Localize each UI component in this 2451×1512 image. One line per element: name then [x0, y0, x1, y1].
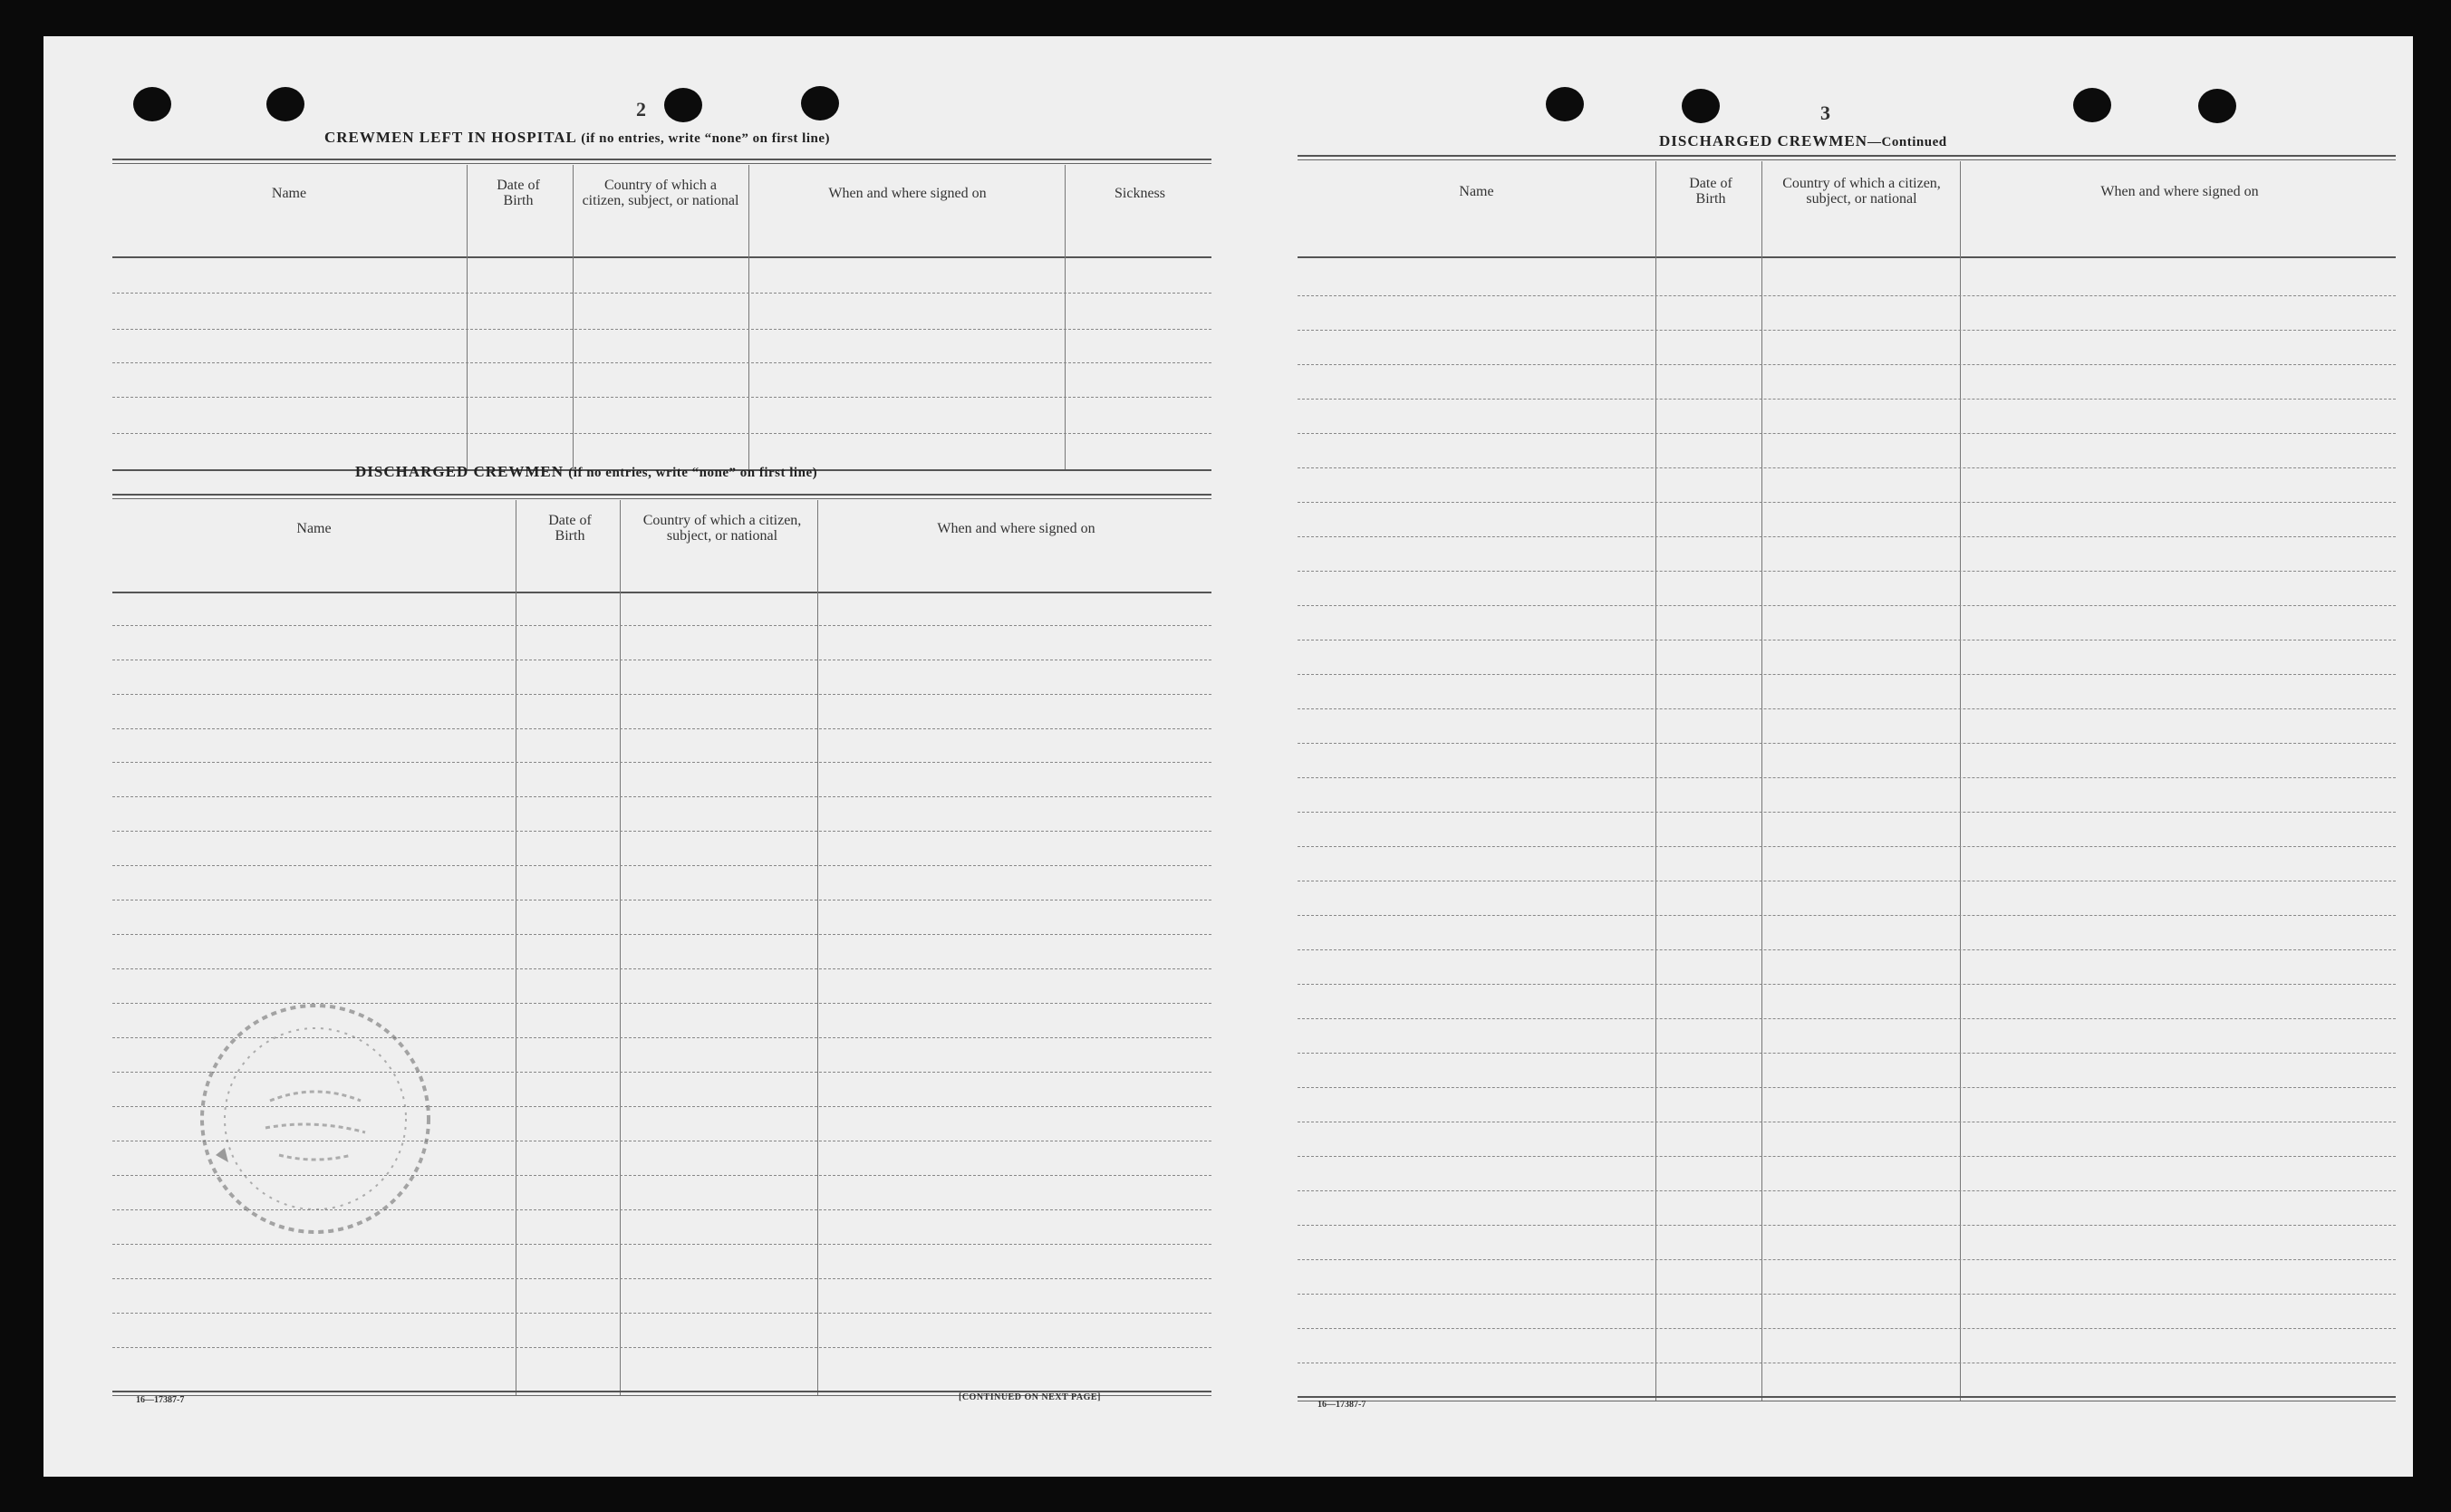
discharged-continued-title: DISCHARGED CREWMEN—Continued [1659, 132, 1947, 149]
column-header: Name [1459, 183, 1494, 199]
hospital-section-title: CREWMEN LEFT IN HOSPITAL (if no entries, write “none” on first line) [324, 129, 830, 146]
column-header: Name [271, 185, 307, 201]
discharged-section-title: DISCHARGED CREWMEN (if no entries, write “none” on first line) [355, 463, 818, 480]
document-sheet [43, 36, 2413, 1477]
column-header: Date of Birth [548, 513, 592, 544]
discharged-table [112, 494, 1211, 1400]
column-header: When and where signed on [937, 520, 1095, 536]
column-header: Name [296, 520, 332, 536]
column-header: Country of which a citizen, subject, or national [642, 513, 802, 544]
punch-hole [133, 87, 171, 121]
column-header: When and where signed on [828, 185, 987, 201]
page-number: 3 [1820, 101, 1830, 124]
column-header: Date of Birth [497, 178, 540, 208]
circular-stamp [179, 983, 451, 1255]
discharged-continued-table [1298, 155, 2396, 1405]
hospital-table [112, 159, 1211, 471]
punch-hole [1546, 87, 1584, 121]
column-header: Sickness [1115, 185, 1165, 201]
continued-note: [CONTINUED ON NEXT PAGE] [959, 1392, 1101, 1402]
punch-hole [664, 88, 702, 122]
column-header: When and where signed on [2100, 183, 2259, 199]
page-number: 2 [636, 98, 646, 120]
punch-hole [1682, 89, 1720, 123]
punch-hole [801, 86, 839, 120]
column-header: Country of which a citizen, subject, or national [1782, 176, 1941, 207]
punch-hole [2073, 88, 2111, 122]
form-number: 16—17387-7 [1317, 1400, 1366, 1410]
punch-hole [2198, 89, 2236, 123]
column-header: Country of which a citizen, subject, or national [582, 178, 739, 208]
punch-hole [266, 87, 304, 121]
column-header: Date of Birth [1689, 176, 1732, 207]
form-number: 16—17387-7 [136, 1395, 185, 1405]
